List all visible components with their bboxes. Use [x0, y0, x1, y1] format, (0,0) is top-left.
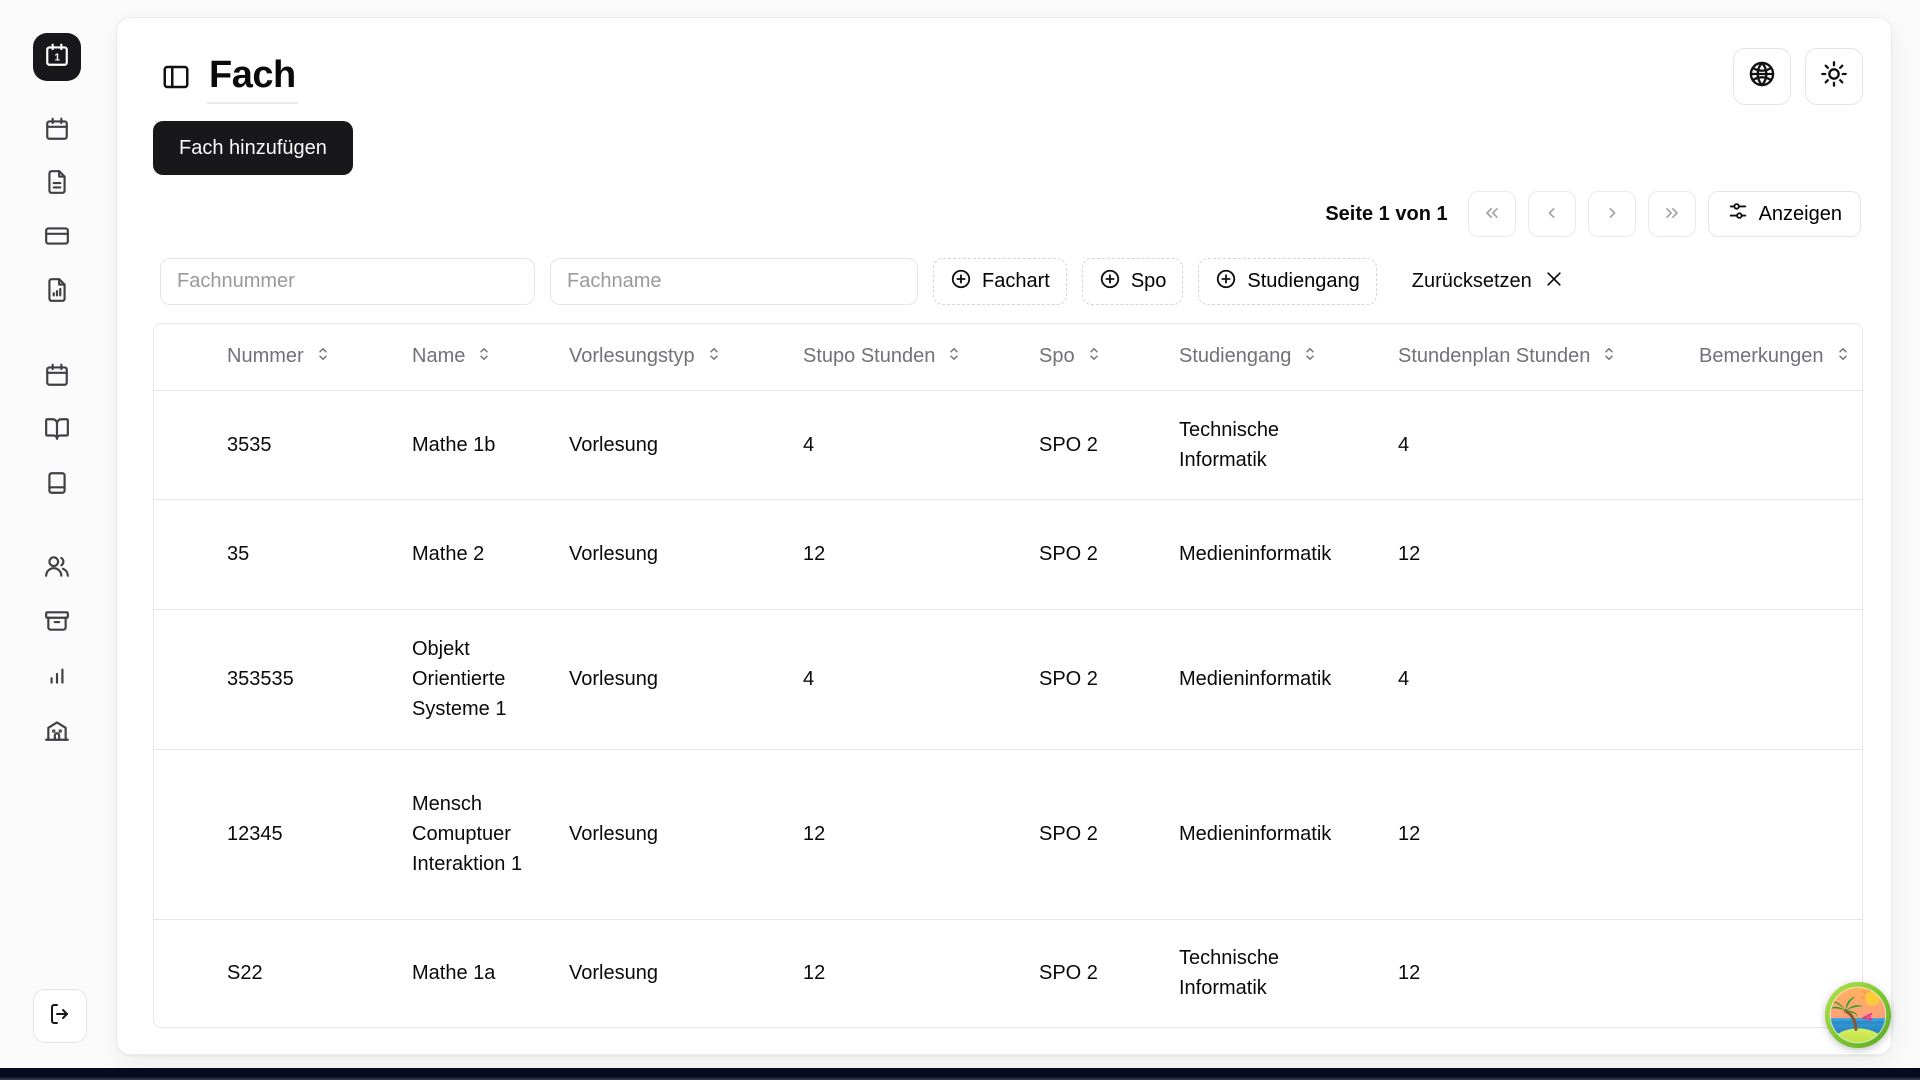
calendar-icon [44, 362, 70, 388]
view-columns-label: Anzeigen [1758, 202, 1842, 225]
page-info: Seite 1 von 1 [1325, 202, 1448, 225]
language-button[interactable] [1733, 48, 1791, 105]
chevrons-up-down-icon [1085, 345, 1103, 369]
column-header-spo[interactable]: Spo [1039, 324, 1179, 390]
school-icon [44, 717, 70, 743]
chevrons-right-icon [1662, 203, 1682, 226]
sidebar-item-schedule[interactable] [44, 362, 70, 388]
cell-studiengang: Medieninformatik [1179, 823, 1332, 845]
sidebar-item-school[interactable] [44, 717, 70, 743]
cell-stupo-stunden: 12 [803, 543, 826, 565]
column-header-studiengang[interactable]: Studiengang [1179, 324, 1398, 390]
cell-spo: SPO 2 [1039, 668, 1098, 690]
cell-stupo-stunden: 12 [803, 823, 826, 845]
credit-card-icon [44, 223, 70, 249]
view-columns-button[interactable] [1708, 191, 1861, 237]
column-header-nummer[interactable]: Nummer [154, 324, 412, 390]
sidebar-toggle-button[interactable] [161, 62, 191, 92]
cell-studiengang: Technische Informatik [1179, 418, 1280, 471]
table-row[interactable] [154, 919, 1863, 1027]
cell-spo: SPO 2 [1039, 962, 1098, 985]
page-title: Fach [207, 54, 298, 104]
last-page-button[interactable] [1648, 191, 1696, 237]
chevrons-left-icon [1482, 203, 1502, 226]
circle-plus-icon [1099, 268, 1121, 296]
panel-left-icon [161, 79, 191, 96]
prev-page-button[interactable] [1528, 191, 1576, 237]
cell-nummer: 35 [227, 543, 250, 565]
sidebar-item-reports[interactable] [44, 277, 70, 303]
chevrons-up-down-icon [945, 345, 963, 369]
cell-studiengang: Medieninformatik [1179, 668, 1332, 690]
bottom-strip [0, 1068, 1920, 1080]
archive-icon [44, 608, 70, 634]
cell-spo: SPO 2 [1039, 823, 1098, 845]
first-page-button[interactable] [1468, 191, 1516, 237]
fach-table [153, 323, 1863, 1028]
cell-bemerkungen [1699, 609, 1863, 749]
cell-spo: SPO 2 [1039, 433, 1098, 456]
cell-vorlesungstyp: Vorlesung [569, 962, 658, 985]
sidebar-item-documents[interactable] [44, 169, 70, 195]
cell-name: Mathe 1b [412, 433, 496, 456]
sidebar-item-cards[interactable] [44, 223, 70, 249]
cell-nummer: S22 [227, 962, 263, 985]
cell-bemerkungen [1699, 499, 1863, 609]
chevrons-up-down-icon [1600, 345, 1618, 369]
chevrons-up-down-icon [1301, 345, 1319, 369]
sidebar-item-archive[interactable] [44, 608, 70, 634]
book-open-icon [44, 416, 70, 442]
sidebar-item-statistics[interactable] [44, 662, 70, 688]
table-row[interactable] [154, 390, 1863, 499]
fachnummer-input[interactable] [160, 258, 535, 305]
cell-studiengang: Technische Informatik [1179, 947, 1280, 1000]
reset-filters-button[interactable] [1412, 269, 1564, 295]
table-header-row [154, 324, 1863, 390]
column-header-stundenplan-stunden[interactable]: Stundenplan Stunden [1398, 324, 1699, 390]
cell-spo: SPO 2 [1039, 543, 1098, 565]
cell-stundenplan-stunden: 12 [1398, 823, 1421, 845]
cell-stundenplan-stunden: 4 [1398, 433, 1410, 456]
filter-bar [160, 258, 1564, 305]
file-text-icon [44, 169, 70, 195]
svg-text:1: 1 [54, 51, 61, 63]
cell-vorlesungstyp: Vorlesung [569, 433, 658, 456]
table-row[interactable] [154, 499, 1863, 609]
sidebar-item-courses[interactable] [44, 416, 70, 442]
column-header-bemerkungen[interactable]: Bemerkungen [1699, 324, 1863, 390]
cell-stundenplan-stunden: 4 [1398, 668, 1410, 690]
chevron-right-icon [1602, 203, 1622, 226]
sidebar-item-book[interactable] [44, 470, 70, 496]
fachname-input[interactable] [550, 258, 918, 305]
cell-vorlesungstyp: Vorlesung [569, 543, 658, 565]
sidebar-item-fach-active[interactable] [33, 33, 81, 81]
cell-stupo-stunden: 12 [803, 962, 826, 985]
users-icon [44, 553, 70, 579]
calendar-icon [44, 116, 70, 142]
filter-studiengang-label: Studiengang [1247, 270, 1360, 292]
book-icon [44, 470, 70, 496]
column-header-vorlesungstyp[interactable]: Vorlesungstyp [569, 324, 803, 390]
cell-studiengang: Medieninformatik [1179, 543, 1332, 565]
filter-spo-button[interactable] [1082, 258, 1184, 305]
file-chart-icon [44, 277, 70, 303]
sidebar-item-users[interactable] [44, 553, 70, 579]
next-page-button[interactable] [1588, 191, 1636, 237]
sidebar [0, 0, 116, 1068]
chevron-left-icon [1542, 203, 1562, 226]
cell-nummer: 3535 [227, 433, 272, 456]
chevrons-up-down-icon [705, 345, 723, 369]
sun-icon [1820, 60, 1848, 93]
logout-button[interactable] [33, 989, 87, 1043]
cell-vorlesungstyp: Vorlesung [569, 668, 658, 690]
chevrons-up-down-icon [1834, 345, 1852, 369]
cell-nummer: 353535 [227, 668, 294, 690]
cell-stundenplan-stunden: 12 [1398, 543, 1421, 565]
cell-stupo-stunden: 4 [803, 433, 815, 456]
cell-name: Mathe 2 [412, 543, 485, 565]
cell-name: Mensch Comuptuer Interaktion 1 [412, 793, 523, 875]
chevrons-up-down-icon [314, 345, 332, 369]
cell-name: Mathe 1a [412, 962, 496, 985]
table-row[interactable] [154, 749, 1863, 919]
filter-fachart-label: Fachart [982, 270, 1050, 292]
filter-spo-label: Spo [1130, 270, 1167, 292]
circle-plus-icon [950, 268, 972, 296]
table-row[interactable] [154, 609, 1863, 749]
add-fach-button[interactable]: Fach hinzufügen [153, 121, 353, 175]
filter-studiengang-button[interactable] [1198, 258, 1376, 305]
reset-filters-label: Zurücksetzen [1411, 270, 1532, 292]
globe-icon [1748, 60, 1776, 93]
theme-toggle-button[interactable] [1805, 48, 1863, 105]
x-icon [1544, 269, 1564, 295]
column-header-name[interactable]: Name [412, 324, 569, 390]
sliders-icon [1727, 200, 1749, 228]
cell-stupo-stunden: 4 [803, 668, 815, 690]
cell-bemerkungen [1699, 749, 1863, 919]
calendar-1-icon [44, 42, 70, 73]
circle-plus-icon [1215, 268, 1237, 296]
main-panel [116, 17, 1892, 1055]
cell-nummer: 12345 [227, 823, 283, 845]
filter-fachart-button[interactable] [933, 258, 1067, 305]
cell-name: Objekt Orientierte Systeme 1 [412, 638, 507, 720]
column-header-stupo-stunden[interactable]: Stupo Stunden [803, 324, 1039, 390]
log-out-icon [48, 1002, 72, 1031]
cell-vorlesungstyp: Vorlesung [569, 823, 658, 845]
bar-chart-icon [44, 662, 70, 688]
cell-stundenplan-stunden: 12 [1398, 962, 1421, 985]
cell-bemerkungen [1699, 390, 1863, 499]
table-toolbar [1325, 191, 1861, 237]
sidebar-item-calendar[interactable] [44, 116, 70, 142]
chevrons-up-down-icon [475, 345, 493, 369]
tropical-island-icon[interactable] [1824, 981, 1892, 1049]
